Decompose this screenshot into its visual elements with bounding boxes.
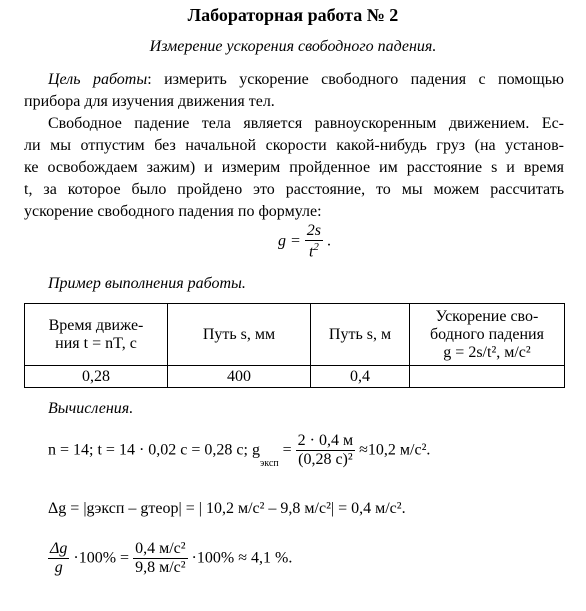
cell-time: 0,28 [25, 366, 168, 388]
goal-text-1: : измерить ускорение свободного падения с помощью [147, 71, 565, 88]
calc-line-2: Δg = |gэксп – gтеор| = | 10,2 м/с² – 9,8 м/с²| = 0,4 м/с². [48, 500, 406, 517]
body-line-1: Свободное падение тела является равноускоренным движением. Ес- [48, 115, 564, 132]
goal-label: Цель работы [48, 71, 148, 88]
page-subtitle: Измерение ускорения свободного падения. [149, 38, 437, 55]
cell-acceleration [410, 366, 565, 388]
body-line-2: ли мы отпустим без начальной скорости какой-нибудь груз (на установ- [24, 137, 564, 154]
calc-line-1: n = 14; t = 14 · 0,02 с = 0,28 с; $g_{эксп}$ = $\frac{2 \cdot 0,4 м}{\text{(0,28 с)²}}$ ≈10,2 м/с². [48, 432, 431, 470]
goal-line-2: прибора для изучения движения тел. [24, 93, 275, 110]
body-line-3: ке освобождаем зажим) и измерим пройденное им расстояние s и время [24, 159, 564, 176]
example-label: Пример выполнения работы. [48, 275, 246, 292]
body-line-5: ускорение свободного падения по формуле: [24, 203, 322, 220]
table-row [25, 366, 565, 388]
header-acceleration: Ускорение сво- бодного падения g = 2s/t², м/с² [410, 304, 565, 366]
cell-path-mm: 400 [168, 366, 311, 388]
table-header-row [25, 304, 565, 366]
calc1-fraction: $\frac{2 \cdot 0,4 м}{\text{(0,28 с)²}}$ [297, 432, 354, 468]
results-table [24, 303, 565, 388]
cell-path-m: 0,4 [311, 366, 410, 388]
page-title: Лабораторная работа № 2 [187, 5, 399, 25]
calc3-value-fraction: $\frac{\text{0,4 м/с²}}{\text{9,8 м/с²}}$ [135, 540, 186, 576]
calc-line-3: $\frac{\Delta g}{g}$ ·100% = $\frac{\text{0,4 м/с²}}{\text{9,8 м/с²}}$ ·100% ≈ 4,1 %. [50, 540, 293, 576]
header-path-mm: Путь s, мм [168, 304, 311, 366]
goal-line-1 [24, 69, 564, 91]
header-path-m: Путь s, м [311, 304, 410, 366]
calc-label: Вычисления. [48, 400, 134, 417]
header-time: Время движе- ния t = nT, с [25, 304, 168, 366]
body-line-4: t, за которое было пройдено это расстояние, то мы можем рассчитать [24, 181, 564, 198]
formula-fraction: $\frac{2s}{t^2}$ [306, 222, 322, 261]
main-formula: g = $\frac{2s}{t^2}$ . [278, 222, 332, 261]
calc3-delta-fraction: $\frac{\Delta g}{g}$ [50, 540, 68, 576]
